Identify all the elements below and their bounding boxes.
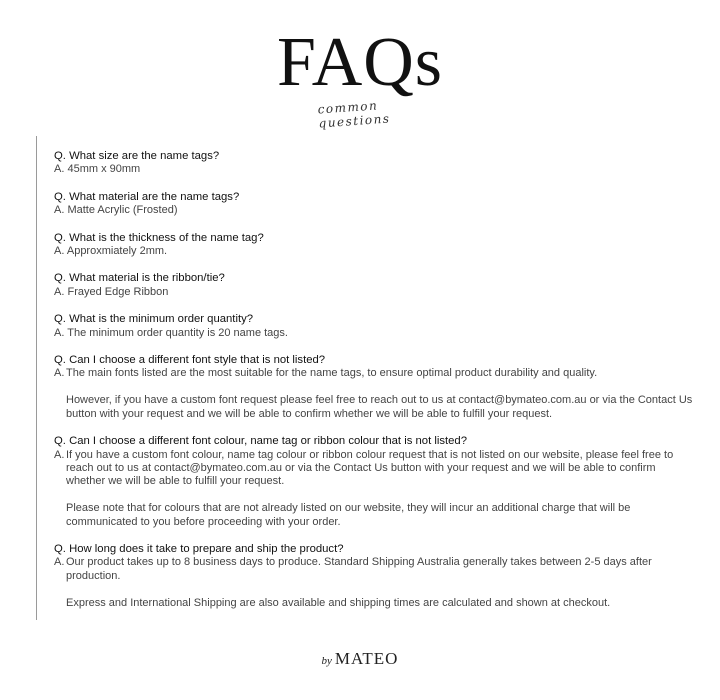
faq-answer xyxy=(54,367,694,421)
faq-item xyxy=(54,435,694,529)
faq-answer xyxy=(54,286,694,299)
faq-answer xyxy=(54,327,694,340)
left-divider xyxy=(36,136,37,620)
faq-item xyxy=(54,354,694,421)
faq-answer xyxy=(54,245,694,258)
page-title: FAQs xyxy=(276,24,444,101)
brand-footer xyxy=(0,649,720,669)
faq-question: Q. What material is the ribbon/tie? xyxy=(54,272,225,285)
answer-prefix: A. xyxy=(54,204,65,217)
answer-text: Frayed Edge Ribbon xyxy=(67,285,169,298)
answer-prefix: A. xyxy=(54,285,65,298)
faq-answer xyxy=(54,449,694,529)
faq-question: Q. What size are the name tags? xyxy=(54,150,220,162)
footer-brand: MATEO xyxy=(334,649,399,668)
faq-question: Q. What material are the name tags? xyxy=(54,190,240,203)
answer-prefix: A. xyxy=(54,448,65,461)
faq-question: Q. Can I choose a different font style that is not listed? xyxy=(54,354,326,367)
faq-question: Q. Can I choose a different font colour, name tag or ribbon colour that is not listed? xyxy=(54,435,467,448)
faq-item xyxy=(54,150,694,177)
answer-text: The minimum order quantity is 20 name tags. xyxy=(67,326,288,339)
answer-text: Approxmiately 2mm. xyxy=(66,245,168,258)
faq-list xyxy=(54,150,694,624)
answer-text: 45mm x 90mm xyxy=(67,163,141,176)
faq-answer xyxy=(54,556,694,610)
answer-text: If you have a custom font colour, name tag colour or ribbon colour request that is not listed on our website, please feel free to reach out to us at contact@bymateo.com.au or via the Contact Us button with your request and we will be able to confirm whether we will be able to fulfill your request. xyxy=(66,448,674,488)
answer-prefix: A. xyxy=(54,367,65,380)
faq-answer xyxy=(54,163,694,176)
answer-prefix: A. xyxy=(54,326,65,339)
faq-item xyxy=(54,313,694,340)
faq-question: Q. What is the minimum order quantity? xyxy=(54,313,254,326)
faq-item xyxy=(54,543,694,610)
faq-answer xyxy=(54,204,694,217)
faq-question: Q. What is the thickness of the name tag? xyxy=(54,231,264,244)
answer-prefix: A. xyxy=(54,163,65,176)
answer-text: Please note that for colours that are not already listed on our website, they will incur an additional charge that will be communicated to you before proceeding with your order. xyxy=(66,502,631,528)
answer-text: However, if you have a custom font request please feel free to reach out to us at contact@bymateo.com.au or via the Contact Us button with your request and we will be able to confirm whether we will be able to fulfill your request. xyxy=(66,394,693,420)
faq-item xyxy=(54,232,694,259)
faq-item xyxy=(54,191,694,218)
footer-by: by xyxy=(321,655,332,667)
answer-prefix: A. xyxy=(54,245,65,258)
faq-item xyxy=(54,272,694,299)
answer-text: Our product takes up to 8 business days to produce. Standard Shipping Australia generally takes between 2-5 days after production. xyxy=(66,556,652,582)
answer-text: Matte Acrylic (Frosted) xyxy=(67,204,178,217)
answer-text: Express and International Shipping are also available and shipping times are calculated and shown at checkout. xyxy=(66,596,611,609)
faq-question: Q. How long does it take to prepare and ship the product? xyxy=(54,542,344,555)
page-subtitle: common questions xyxy=(317,98,391,131)
answer-text: The main fonts listed are the most suitable for the name tags, to ensure optimal product durability and quality. xyxy=(66,367,598,380)
answer-prefix: A. xyxy=(54,556,65,569)
